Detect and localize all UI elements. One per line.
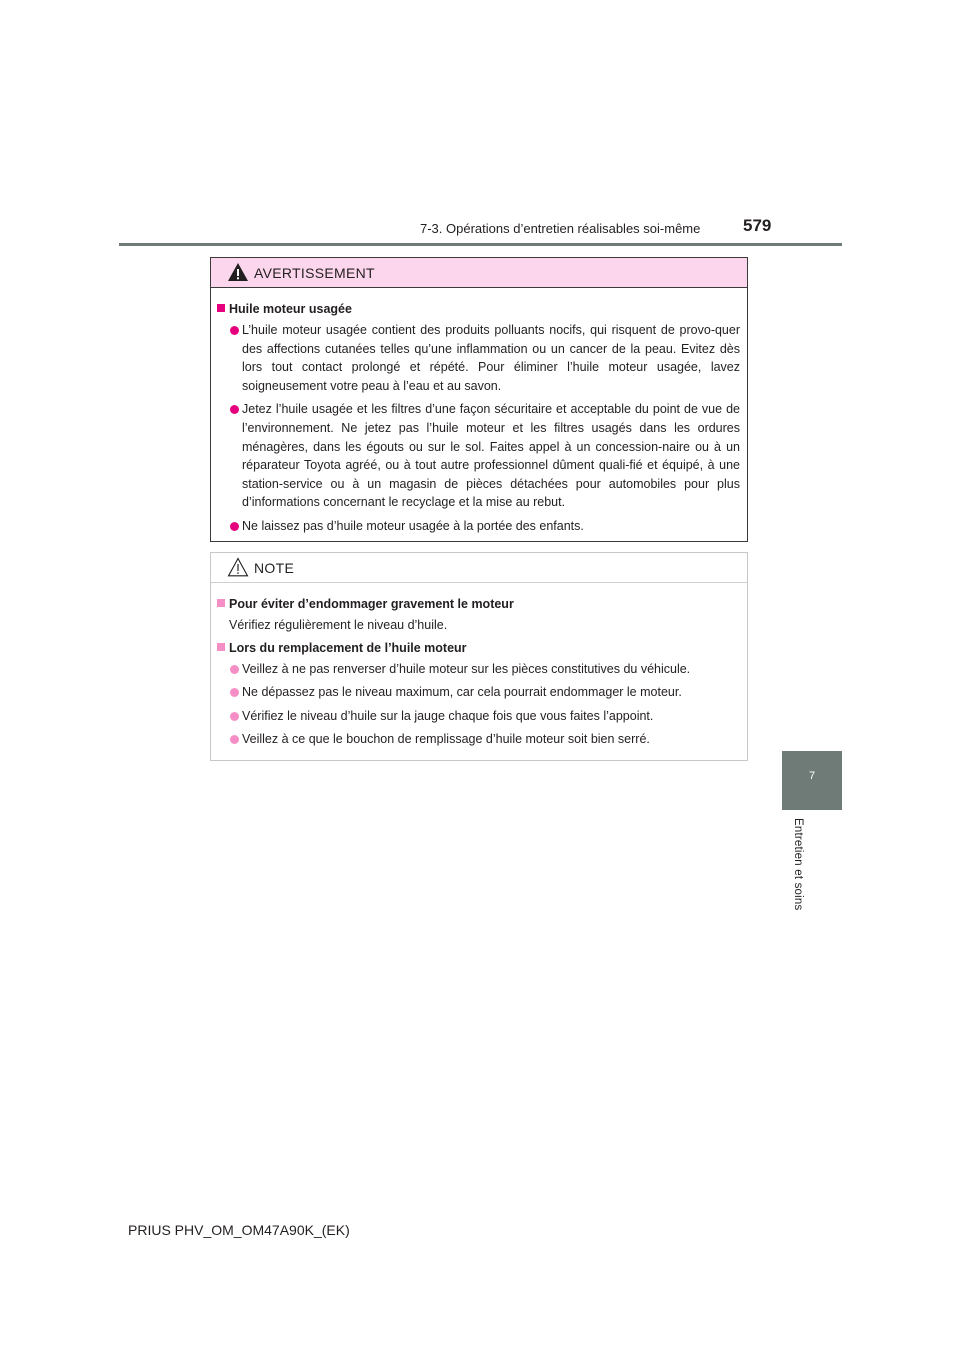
warning-bullet — [217, 517, 740, 536]
circle-bullet-icon — [230, 712, 239, 721]
warning-section-title — [217, 300, 740, 318]
square-bullet-icon — [217, 643, 225, 651]
circle-bullet-icon — [230, 405, 239, 414]
note-body — [211, 583, 747, 749]
note-plain-text: Vérifiez régulièrement le niveau d’huile. — [229, 618, 448, 632]
note-section-title-text: Lors du remplacement de l’huile moteur — [229, 640, 467, 655]
warning-header — [211, 258, 747, 288]
warning-body — [211, 288, 747, 536]
chapter-title-vertical: Entretien et soins — [792, 818, 804, 911]
chapter-number: 7 — [808, 770, 816, 782]
circle-bullet-icon — [230, 665, 239, 674]
warning-bullet-text: L’huile moteur usagée contient des produits polluants nocifs, qui risquent de provo-quer des affections cutanées telles qu’une inflammation ou un cancer de la peau. Evitez dès lors tout contact prolongé et répété. Pour éliminer l’huile moteur usagée, lavez soigneusement votre peau à l’eau et au savon. — [242, 323, 740, 393]
warning-triangle-icon — [227, 262, 249, 282]
note-bullet-text: Vérifiez le niveau d’huile sur la jauge chaque fois que vous faites l’appoint. — [242, 708, 654, 723]
warning-heading: AVERTISSEMENT — [254, 265, 375, 281]
warning-bullet — [217, 400, 740, 512]
footer-doc-code: PRIUS PHV_OM_OM47A90K_(EK) — [128, 1222, 350, 1238]
warning-bullet-text: Ne laissez pas d’huile moteur usagée à la portée des enfants. — [242, 518, 584, 533]
note-section-title — [217, 595, 740, 613]
note-header — [211, 553, 747, 583]
warning-section-title-text: Huile moteur usagée — [229, 302, 352, 316]
warning-bullet-text: Jetez l’huile usagée et les filtres d’une façon sécuritaire et acceptable du point de vue de l’environnement. Ne jetez pas l’huile moteur et les filtres usagés dans les ordures ménagères, dans les égouts ou sur le sol. Faites appel à un concession-naire ou à un réparateur Toyota agréé, ou à tout autre professionnel dûment quali-fié et équipé, à une station-service ou à un magasin de pièces détachées pour automobiles pour plus d’informations concernant le recyclage et la mise au rebut. — [242, 402, 740, 510]
note-heading: NOTE — [254, 560, 295, 576]
header-section-title: 7-3. Opérations d’entretien réalisables soi-même — [420, 221, 701, 236]
note-section-title-text: Pour éviter d’endommager gravement le moteur — [229, 597, 514, 611]
note-bullet-text: Veillez à ce que le bouchon de remplissage d’huile moteur soit bien serré. — [242, 732, 650, 747]
warning-box — [210, 257, 748, 542]
note-bullet-text: Veillez à ne pas renverser d’huile moteur sur les pièces constitutives du véhicule. — [242, 661, 691, 676]
square-bullet-icon — [217, 304, 225, 312]
note-bullet-text: Ne dépassez pas le niveau maximum, car cela pourrait endommager le moteur. — [242, 685, 682, 700]
circle-bullet-icon — [230, 326, 239, 335]
note-triangle-icon — [227, 557, 249, 577]
warning-bullet — [217, 321, 740, 395]
note-bullet — [217, 707, 740, 726]
note-bullet — [217, 660, 740, 679]
note-box — [210, 552, 748, 761]
note-section-title — [217, 639, 740, 657]
circle-bullet-icon — [230, 522, 239, 531]
page-number: 579 — [743, 216, 772, 235]
circle-bullet-icon — [230, 688, 239, 697]
note-bullet — [217, 683, 740, 702]
header-rule — [119, 243, 842, 246]
chapter-tab — [782, 751, 842, 810]
circle-bullet-icon — [230, 735, 239, 744]
square-bullet-icon — [217, 599, 225, 607]
note-bullet — [217, 730, 740, 749]
